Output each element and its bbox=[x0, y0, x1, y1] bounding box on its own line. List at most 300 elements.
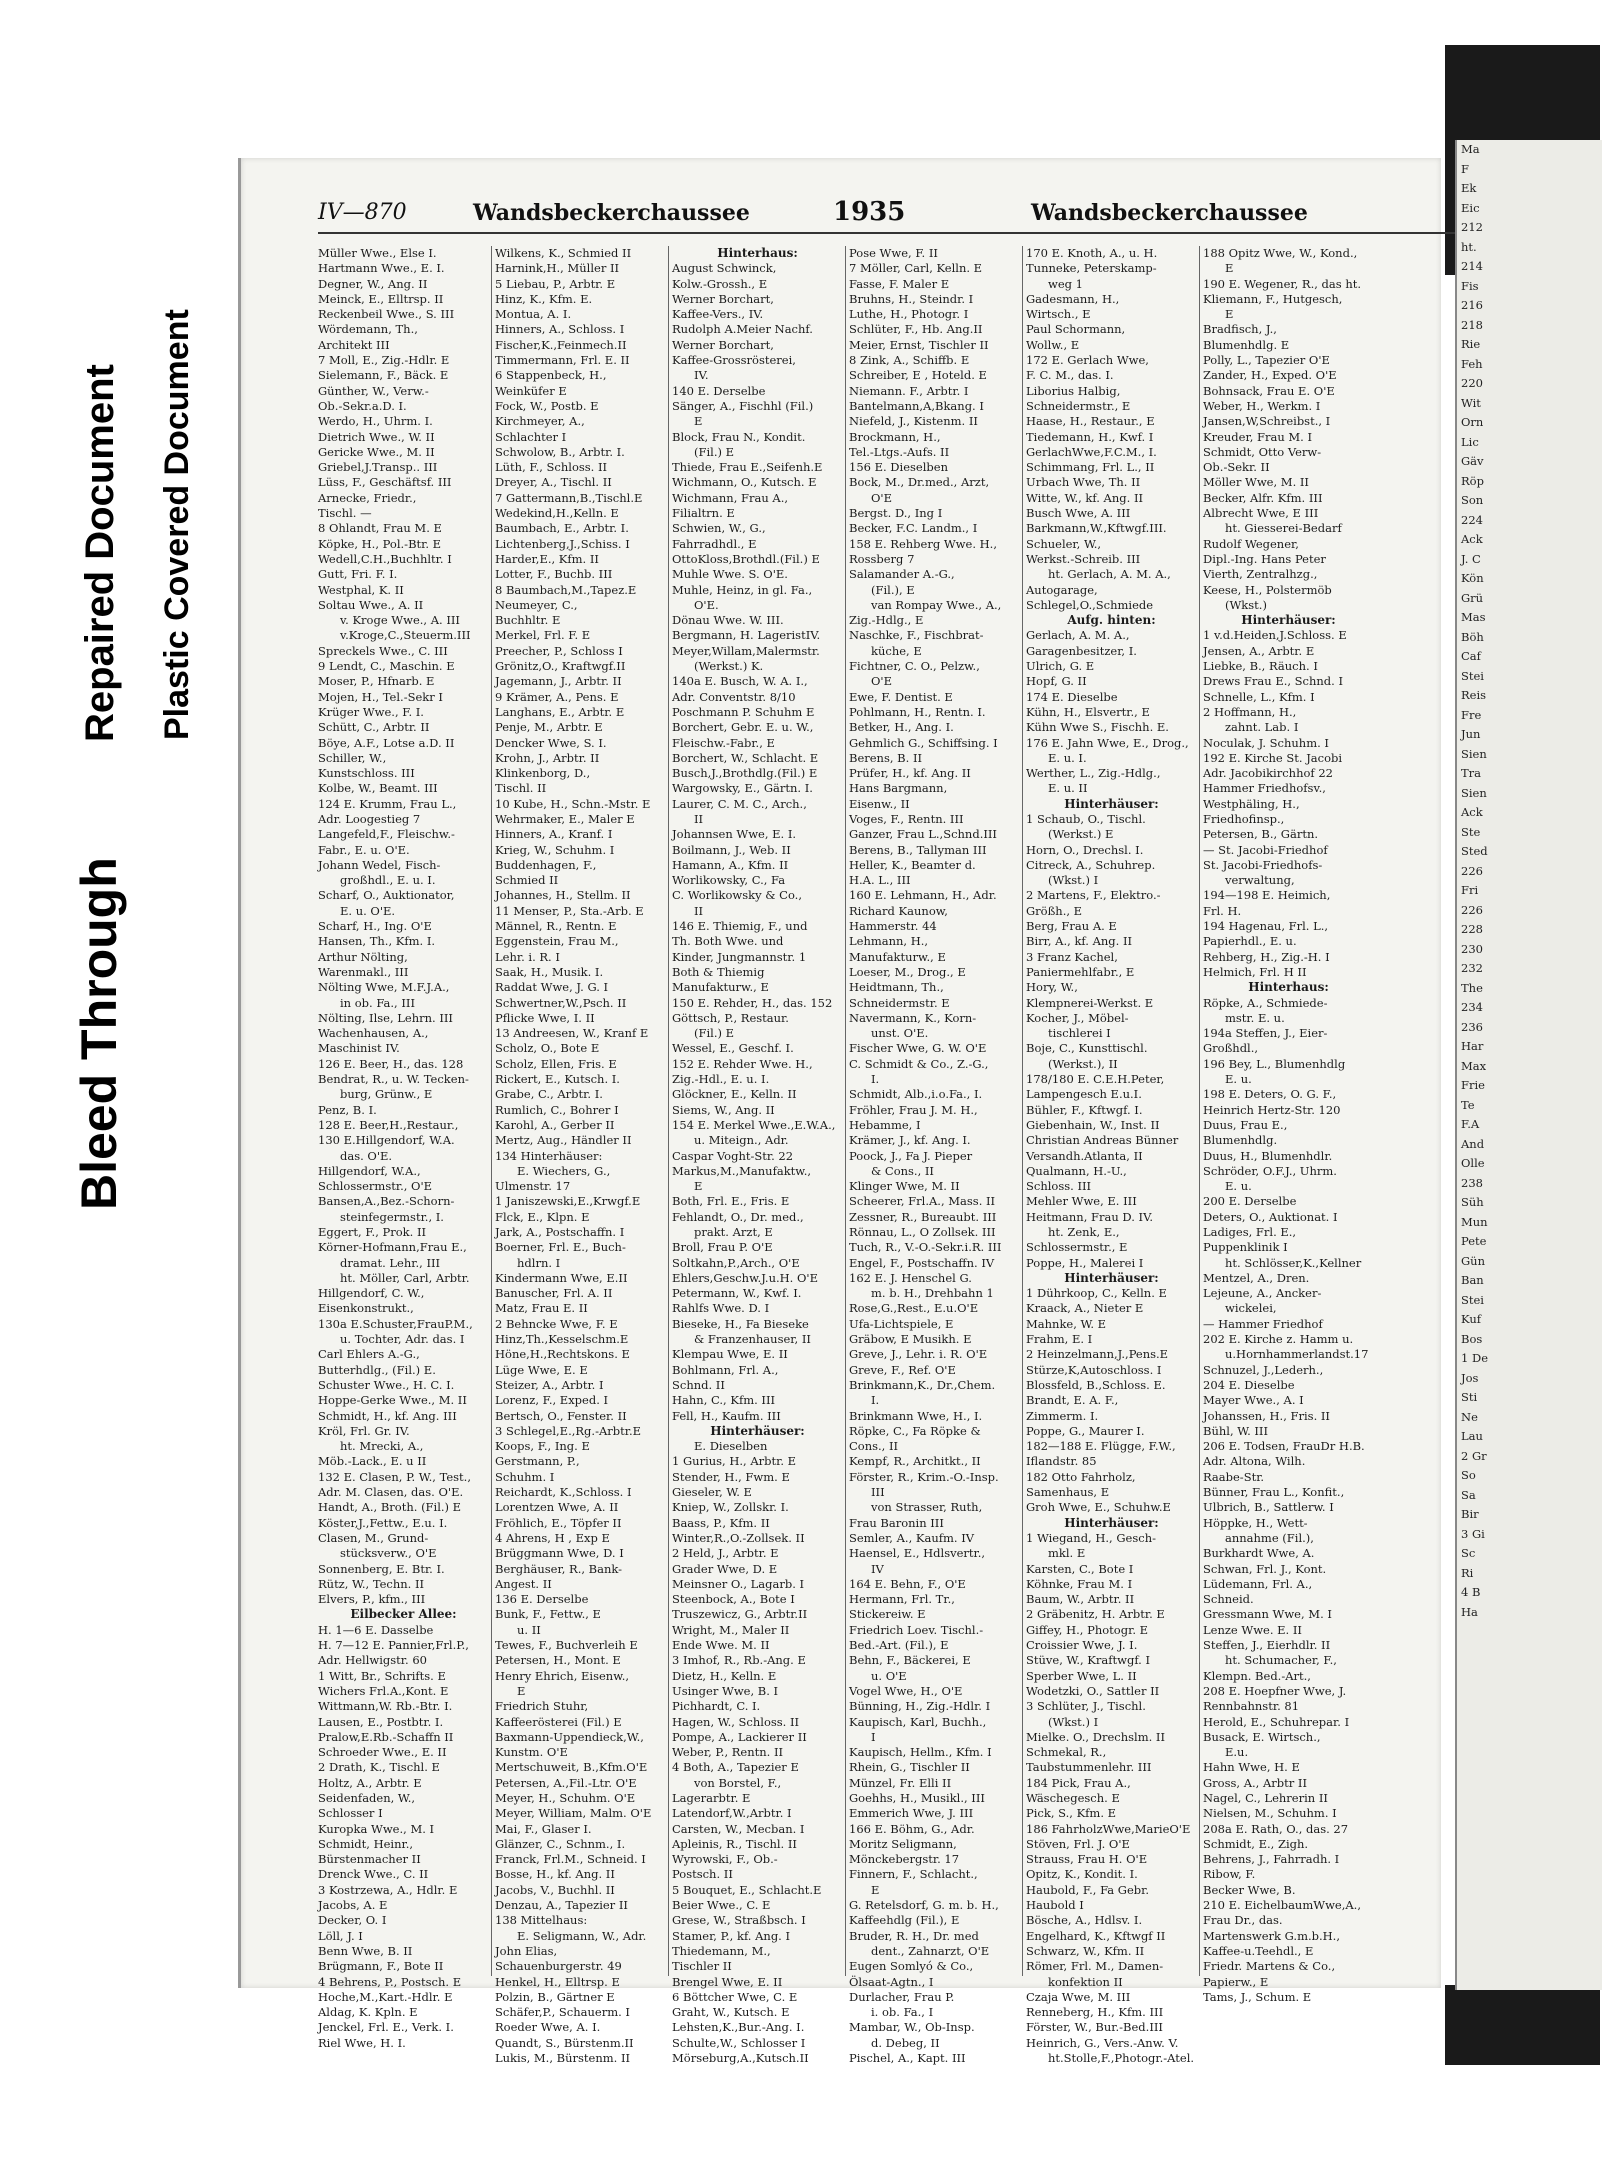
directory-entry: Tewes, F., Buchverleih E bbox=[495, 1638, 638, 1653]
directory-entry: Engelhard, K., Kftwgf II bbox=[1026, 1928, 1166, 1943]
directory-entry: Pichhardt, C. I. bbox=[672, 1699, 761, 1714]
directory-entry: Hinterhäuser: bbox=[1241, 613, 1336, 628]
adjacent-page-fragment: Ban bbox=[1461, 1273, 1484, 1287]
directory-entry: Schmidt, E., Zigh. bbox=[1203, 1836, 1309, 1851]
directory-entry: Soltau Wwe., A. II bbox=[318, 597, 424, 612]
directory-entry: Weinküfer E bbox=[495, 383, 567, 398]
directory-entry: II bbox=[694, 903, 704, 918]
directory-entry: H.A. L., III bbox=[849, 873, 911, 888]
adjacent-page-fragment: Ack bbox=[1461, 532, 1483, 546]
directory-entry: Flck, E., Klpn. E bbox=[495, 1209, 590, 1224]
adjacent-page-fragment: Orn bbox=[1461, 415, 1484, 429]
directory-entry: O'E bbox=[871, 490, 892, 505]
adjacent-page-fragment: Kön bbox=[1461, 571, 1484, 585]
directory-entry: Adr. Jacobikirchhof 22 bbox=[1203, 766, 1333, 781]
directory-entry: Lorenz, F., Exped. I bbox=[495, 1393, 609, 1408]
directory-entry: 2 Heinzelmann,J.,Pens.E bbox=[1026, 1347, 1169, 1362]
directory-entry: Schröder, O.F.J., Uhrm. bbox=[1203, 1163, 1337, 1178]
directory-entry: Hebamme, I bbox=[849, 1117, 921, 1132]
directory-entry: Mehler Wwe, E. III bbox=[1026, 1194, 1137, 1209]
directory-entry: Harder,E., Kfm. II bbox=[495, 551, 599, 566]
directory-entry: Hartmann Wwe., E. I. bbox=[318, 261, 445, 276]
directory-entry: Lagerarbtr. E bbox=[672, 1790, 751, 1805]
directory-entry: Karsten, C., Bote I bbox=[1026, 1561, 1134, 1576]
directory-entry: E bbox=[871, 1882, 880, 1897]
adjacent-page-fragment: Sien bbox=[1461, 746, 1487, 761]
directory-entry: Werdo, H., Uhrm. I. bbox=[318, 414, 433, 429]
directory-entry: Schlosser I bbox=[318, 1806, 383, 1821]
directory-entry: Harnink,H., Müller II bbox=[495, 261, 620, 276]
directory-entry: Hinners, A., Kranf. I bbox=[495, 827, 613, 842]
directory-entry: Gadesmann, H., bbox=[1026, 291, 1120, 306]
directory-column-2 bbox=[495, 246, 666, 2066]
directory-entry: ht. Schumacher, F., bbox=[1225, 1653, 1337, 1668]
directory-entry: Drenck Wwe., C. II bbox=[318, 1867, 429, 1882]
directory-entry: 154 E. Merkel Wwe.,E.W.A., bbox=[672, 1117, 836, 1132]
directory-entry: Bösche, A., Hdlsv. I. bbox=[1026, 1913, 1143, 1928]
directory-entry: Dönau Wwe. W. III. bbox=[672, 613, 784, 628]
adjacent-page-fragment: Sa bbox=[1461, 1487, 1476, 1502]
directory-entry: Vogel Wwe, H., O'E bbox=[849, 1683, 963, 1698]
directory-entry: Lejeune, A., Ancker- bbox=[1203, 1286, 1322, 1301]
directory-entry: 210 E. EichelbaumWwe,A., bbox=[1203, 1898, 1361, 1913]
directory-entry: Meinck, E., Elltrsp. II bbox=[318, 291, 444, 306]
directory-entry: 194 Hagenau, Frl. L., bbox=[1203, 919, 1329, 934]
directory-entry: Bruder, R. H., Dr. med bbox=[849, 1928, 979, 1943]
directory-entry: Baass, P., Kfm. II bbox=[672, 1515, 770, 1530]
adjacent-page-fragment: Ste bbox=[1461, 824, 1481, 839]
directory-entry: (Wkst.) bbox=[1225, 597, 1267, 612]
directory-entry: Kraack, A., Nieter E bbox=[1026, 1301, 1144, 1316]
directory-entry: 134 Hinterhäuser: bbox=[495, 1148, 603, 1163]
directory-entry: Schmekal, R., bbox=[1026, 1745, 1107, 1760]
directory-entry: Carsten, W., Mecban. I bbox=[672, 1821, 805, 1836]
directory-entry: Zig.-Hdlg., E bbox=[849, 613, 924, 628]
directory-entry: Johannes, H., Stellm. II bbox=[495, 888, 631, 903]
directory-entry: 6 Böttcher Wwe, C. E bbox=[672, 1989, 798, 2004]
directory-entry: 150 E. Rehder, H., das. 152 bbox=[672, 995, 833, 1010]
directory-entry: Lorentzen Wwe, A. II bbox=[495, 1500, 619, 1515]
directory-entry: 130 E.Hillgendorf, W.A. bbox=[318, 1133, 455, 1148]
directory-entry: Seidenfaden, W., bbox=[318, 1790, 416, 1805]
directory-entry: Gerstmann, P., bbox=[495, 1454, 580, 1469]
directory-entry: Helmich, Frl. H II bbox=[1203, 964, 1307, 979]
directory-entry: Grönitz,O., Kraftwgf.II bbox=[495, 659, 626, 674]
directory-entry: Martenswerk G.m.b.H., bbox=[1203, 1928, 1340, 1943]
directory-entry: 172 E. Gerlach Wwe, bbox=[1026, 353, 1149, 368]
directory-entry: Heitmann, Frau D. IV. bbox=[1026, 1209, 1154, 1224]
directory-entry: 2 Held, J., Arbtr. E bbox=[672, 1546, 779, 1561]
column-divider bbox=[668, 246, 669, 1976]
directory-entry: Borchert, Gebr. E. u. W., bbox=[672, 720, 814, 735]
directory-entry: Liebke, B., Räuch. I bbox=[1203, 659, 1318, 674]
directory-entry: das. O'E. bbox=[340, 1148, 393, 1163]
directory-entry: Hans Bargmann, bbox=[849, 781, 948, 796]
directory-entry: Merkel, Frl. F. E bbox=[495, 628, 591, 643]
directory-entry: Navermann, K., Korn- bbox=[849, 1010, 977, 1025]
directory-entry: von Borstel, F., bbox=[694, 1775, 782, 1790]
directory-entry: Kühn, H., Elsvertr., E bbox=[1026, 704, 1150, 719]
directory-entry: v. Kroge Wwe., A. III bbox=[340, 613, 460, 628]
directory-column-3 bbox=[672, 246, 843, 2066]
directory-entry: Heinrich, G., Vers.-Anw. V. bbox=[1026, 2035, 1179, 2050]
directory-entry: 2 Drath, K., Tischl. E bbox=[318, 1760, 440, 1775]
directory-entry: in ob. Fa., III bbox=[340, 995, 415, 1010]
directory-entry: Bendrat, R., u. W. Tecken- bbox=[318, 1072, 469, 1087]
directory-entry: Buchhltr. E bbox=[495, 613, 561, 628]
directory-entry: Busack, E. Wirtsch., bbox=[1203, 1729, 1321, 1744]
directory-entry: Rose,G.,Rest., E.u.O'E bbox=[849, 1301, 979, 1316]
directory-entry: Wodetzki, O., Sattler II bbox=[1026, 1683, 1160, 1698]
directory-entry: Mertz, Aug., Händler II bbox=[495, 1133, 632, 1148]
adjacent-page-fragment: F.A bbox=[1461, 1117, 1480, 1131]
directory-entry: Scharf, H., Ing. O'E bbox=[318, 919, 432, 934]
directory-entry: Wright, M., Maler II bbox=[672, 1622, 790, 1637]
directory-entry: Höppke, H., Wett- bbox=[1203, 1515, 1308, 1530]
directory-entry: 194a Steffen, J., Eier- bbox=[1203, 1026, 1328, 1041]
directory-entry: 200 E. Derselbe bbox=[1203, 1194, 1297, 1209]
directory-entry: 188 Opitz Wwe, W., Kond., bbox=[1203, 246, 1358, 260]
directory-entry: Schroeder Wwe., E. II bbox=[318, 1745, 447, 1760]
directory-entry: Wollw., E bbox=[1026, 337, 1080, 352]
directory-entry: Rönnau, L., O Zollsek. III bbox=[849, 1225, 996, 1239]
directory-entry: Koops, F., Ing. E bbox=[495, 1439, 590, 1454]
directory-entry: u. II bbox=[517, 1622, 541, 1637]
directory-entry: Pohlmann, H., Rentn. I. bbox=[849, 704, 986, 719]
adjacent-page-fragment: 214 bbox=[1461, 259, 1483, 273]
directory-entry: Schwien, W., G., bbox=[672, 521, 766, 536]
adjacent-page-fragment: 230 bbox=[1461, 941, 1483, 956]
directory-entry: Wördemann, Th., bbox=[318, 322, 418, 337]
directory-entry: Günther, W., Verw.- bbox=[318, 383, 429, 398]
directory-entry: Bürstenmacher II bbox=[318, 1852, 421, 1867]
directory-entry: Wäschegesch. E bbox=[1026, 1790, 1120, 1805]
label-plastic-covered: Plastic Covered Document bbox=[158, 309, 196, 740]
directory-entry: 11 Menser, P., Sta.-Arb. E bbox=[495, 903, 644, 918]
directory-entry: Gross, A., Arbtr II bbox=[1203, 1775, 1308, 1790]
directory-entry: 146 E. Thiemig, F., und bbox=[672, 919, 808, 934]
directory-entry: Garagenbesitzer, I. bbox=[1026, 643, 1137, 658]
directory-entry: (Werkst.) E bbox=[1048, 827, 1114, 842]
directory-entry: Spreckels Wwe., C. III bbox=[318, 643, 448, 658]
directory-entry: G. Retelsdorf, G. m. b. H., bbox=[849, 1898, 999, 1913]
adjacent-page-fragment: Ne bbox=[1461, 1409, 1478, 1424]
directory-entry: 1 Gurius, H., Arbtr. E bbox=[672, 1454, 797, 1469]
directory-entry: Puppenklinik I bbox=[1203, 1240, 1288, 1255]
directory-entry: Adr. Conventstr. 8/10 bbox=[672, 689, 796, 704]
directory-entry: Schnuzel, J.,Lederh., bbox=[1203, 1362, 1324, 1377]
directory-entry: Autogarage, bbox=[1026, 582, 1098, 597]
directory-entry: Köster,J.,Fettw., E.u. I. bbox=[318, 1515, 448, 1530]
directory-entry: Pick, S., Kfm. E bbox=[1026, 1806, 1117, 1821]
directory-entry: 196 Bey, L., Blumenhdlg bbox=[1203, 1056, 1346, 1071]
directory-entry: Croissier Wwe, J. I. bbox=[1026, 1638, 1138, 1653]
directory-entry: Laurer, C. M. C., Arch., bbox=[672, 796, 807, 811]
directory-entry: Langhans, E., Arbtr. E bbox=[495, 704, 625, 719]
directory-entry: Schmidt, H., kf. Ang. III bbox=[318, 1408, 457, 1423]
directory-entry: Schlachter I bbox=[495, 429, 567, 444]
directory-entry: Taubstummenlehr. III bbox=[1026, 1760, 1152, 1775]
directory-entry: 1 Wiegand, H., Gesch- bbox=[1026, 1530, 1156, 1545]
directory-entry: Manufakturw., E bbox=[672, 980, 769, 995]
directory-entry: Meier, Ernst, Tischler II bbox=[849, 337, 989, 352]
adjacent-page-fragment: The bbox=[1461, 980, 1483, 995]
directory-entry: (Fil.) E bbox=[694, 444, 735, 459]
directory-entry: Paniermehlfabr., E bbox=[1026, 964, 1135, 979]
directory-entry: Jenckel, Frl. E., Verk. I. bbox=[318, 2020, 454, 2035]
directory-entry: Schueler, W., bbox=[1026, 536, 1102, 551]
directory-entry: Poock, J., Fa J. Pieper bbox=[849, 1148, 973, 1163]
directory-entry: Ob.-Sekr. II bbox=[1203, 460, 1270, 475]
directory-entry: 126 E. Beer, H., das. 128 bbox=[318, 1056, 464, 1071]
directory-entry: Gräbow, E Musikh. E bbox=[849, 1332, 972, 1347]
directory-entry: annahme (Fil.), bbox=[1225, 1530, 1314, 1545]
directory-entry: Angest. II bbox=[495, 1576, 552, 1591]
directory-entry: (Fil.), E bbox=[871, 582, 915, 597]
directory-entry: Bünning, H., Zig.-Hdlr. I bbox=[849, 1699, 991, 1714]
directory-entry: Stamer, P., kf. Ang. I bbox=[672, 1928, 791, 1943]
directory-entry: Zig.-Hdl., E. u. I. bbox=[672, 1072, 770, 1087]
adjacent-page-fragment: Bos bbox=[1461, 1331, 1483, 1346]
page-header bbox=[241, 158, 1441, 238]
adjacent-page-fragment: Gäv bbox=[1461, 454, 1484, 468]
adjacent-page-fragment: Wit bbox=[1461, 395, 1481, 410]
column-divider bbox=[491, 246, 492, 1976]
directory-entry: Schlossermstr., E bbox=[1026, 1240, 1128, 1255]
directory-entry: Nölting Wwe, M.F.J.A., bbox=[318, 980, 450, 995]
directory-entry: Ulmenstr. 17 bbox=[495, 1179, 571, 1194]
directory-entry: Klempau Wwe, E. II bbox=[672, 1347, 788, 1362]
directory-entry: Reichardt, K.,Schloss. I bbox=[495, 1485, 632, 1500]
directory-entry: Eugen Somlyó & Co., bbox=[849, 1959, 974, 1974]
adjacent-page-fragment: ht. bbox=[1461, 239, 1477, 254]
directory-entry: Fischer Wwe, G. W. O'E bbox=[849, 1041, 987, 1056]
directory-entry: Karohl, A., Gerber II bbox=[495, 1117, 615, 1132]
directory-entry: Burkhardt Wwe, A. bbox=[1203, 1546, 1315, 1561]
directory-entry: Riel Wwe, H. I. bbox=[318, 2035, 406, 2050]
directory-entry: ht. Möller, Carl, Arbtr. bbox=[340, 1270, 470, 1285]
directory-entry: Wedell,C.H.,Buchhltr. I bbox=[318, 551, 452, 566]
directory-entry: Th. Both Wwe. und bbox=[672, 934, 784, 949]
directory-entry: Tams, J., Schum. E bbox=[1203, 1989, 1312, 2004]
adjacent-page-fragment: 216 bbox=[1461, 298, 1483, 312]
directory-entry: Hammer Friedhofsv., bbox=[1203, 781, 1326, 796]
adjacent-page-fragment: Ri bbox=[1461, 1565, 1474, 1580]
directory-entry: Wirtsch., E bbox=[1026, 307, 1091, 322]
directory-entry: Arthur Nölting, bbox=[318, 949, 408, 964]
directory-entry: Semler, A., Kaufm. IV bbox=[849, 1530, 975, 1545]
directory-entry: II bbox=[694, 811, 704, 826]
directory-entry: 3 Imhof, R., Rb.-Ang. E bbox=[672, 1653, 806, 1668]
directory-entry: Matz, Frau E. II bbox=[495, 1301, 588, 1316]
adjacent-page-fragment: 228 bbox=[1461, 922, 1483, 936]
directory-entry: Reckenbeil Wwe., S. III bbox=[318, 307, 455, 322]
adjacent-page-fragment: Feh bbox=[1461, 356, 1483, 371]
directory-entry: E. Seligmann, W., Adr. bbox=[517, 1928, 647, 1943]
directory-entry: Nölting, Ilse, Lehrn. III bbox=[318, 1010, 453, 1025]
directory-entry: Greve, F., Ref. O'E bbox=[849, 1362, 956, 1377]
directory-entry: Neumeyer, C., bbox=[495, 597, 578, 612]
directory-entry: Durlacher, Frau P. bbox=[849, 1989, 955, 2004]
directory-entry: E. Wiechers, G., bbox=[517, 1163, 611, 1178]
directory-entry: Meyer, William, Malm. O'E bbox=[495, 1806, 652, 1821]
directory-entry: Eilbecker Allee: bbox=[350, 1607, 457, 1622]
directory-entry: Lehsten,K.,Bur.-Ang. I. bbox=[672, 2020, 805, 2035]
directory-entry: Kinder, Jungmannstr. 1 bbox=[672, 949, 807, 964]
directory-entry: Jensen, A., Arbtr. E bbox=[1203, 643, 1315, 658]
label-bleed-through: Bleed Through bbox=[71, 857, 127, 1210]
directory-entry: (Wkst.) I bbox=[1048, 873, 1099, 888]
street-heading-right: Wandsbeckerchaussee bbox=[1031, 200, 1308, 226]
directory-entry: Kempf, R., Architkt., II bbox=[849, 1454, 981, 1469]
directory-entry: E bbox=[1225, 307, 1234, 322]
directory-entry: E. u. O'E. bbox=[340, 903, 396, 918]
directory-entry: 162 E. J. Henschel G. bbox=[849, 1270, 972, 1285]
directory-entry: Jark, A., Postschaffn. I bbox=[495, 1225, 625, 1239]
directory-entry: Kaffee-Grossrösterei, bbox=[672, 353, 796, 368]
adjacent-page-fragment: Son bbox=[1461, 493, 1484, 507]
directory-entry: Fahrradhdl., E bbox=[672, 536, 757, 551]
adjacent-page-fragment: Eic bbox=[1461, 200, 1480, 215]
directory-entry: Kocher, J., Möbel- bbox=[1026, 1010, 1129, 1025]
directory-entry: Glänzer, C., Schnm., I. bbox=[495, 1836, 626, 1851]
adjacent-page-fragment: 220 bbox=[1461, 376, 1483, 390]
directory-entry: Friedhofinsp., bbox=[1203, 811, 1285, 826]
directory-entry: Gerlach, A. M. A., bbox=[1026, 628, 1130, 643]
directory-entry: Keese, H., Polstermöb bbox=[1203, 582, 1332, 597]
directory-entry: i. ob. Fa., I bbox=[871, 2005, 934, 2020]
directory-entry: Soltkahn,P.,Arch., O'E bbox=[672, 1255, 800, 1270]
directory-entry: Wilkens, K., Schmied II bbox=[495, 246, 632, 260]
directory-entry: Filialtrn. E bbox=[672, 506, 735, 521]
directory-entry: & Cons., II bbox=[871, 1163, 934, 1178]
directory-entry: Meyer, H., Schuhm. O'E bbox=[495, 1790, 636, 1805]
directory-entry: Niefeld, J., Kistenm. II bbox=[849, 414, 978, 429]
directory-entry: großhdl., E. u. I. bbox=[340, 873, 436, 888]
directory-entry: Hagen, W., Schloss. II bbox=[672, 1714, 800, 1729]
adjacent-page-fragment: Har bbox=[1461, 1039, 1484, 1053]
directory-entry: Versandh.Atlanta, II bbox=[1026, 1148, 1143, 1163]
directory-entry: Körner-Hofmann,Frau E., bbox=[318, 1240, 467, 1255]
directory-entry: zahnt. Lab. I bbox=[1225, 720, 1299, 735]
directory-entry: dent., Zahnarzt, O'E bbox=[871, 1943, 990, 1958]
directory-entry: Frahm, E. I bbox=[1026, 1332, 1093, 1347]
directory-entry: Brüggmann Wwe, D. I bbox=[495, 1546, 624, 1561]
directory-entry: Christian Andreas Bünner bbox=[1026, 1133, 1179, 1148]
directory-entry: 176 E. Jahn Wwe, E., Drog., bbox=[1026, 735, 1189, 750]
directory-entry: Finnern, F., Schlacht., bbox=[849, 1867, 978, 1882]
directory-entry: Glöckner, E., Kelln. II bbox=[672, 1087, 797, 1102]
directory-entry: Bantelmann,A,Bkang. I bbox=[849, 398, 984, 413]
directory-entry: Wichers Frl.A.,Kont. E bbox=[318, 1683, 449, 1698]
directory-entry: Poppe, H., Malerei I bbox=[1026, 1255, 1144, 1270]
directory-entry: Scholz, Ellen, Fris. E bbox=[495, 1056, 617, 1071]
directory-entry: Blumenhdlg. bbox=[1203, 1133, 1278, 1148]
directory-entry: Papierw., E bbox=[1203, 1974, 1269, 1989]
directory-entry: Baxmann-Uppendieck,W., bbox=[495, 1729, 644, 1744]
directory-entry: 164 E. Behn, F., O'E bbox=[849, 1576, 966, 1591]
adjacent-page-fragment: Gün bbox=[1461, 1253, 1485, 1268]
directory-entry: Naschke, F., Fischbrat- bbox=[849, 628, 984, 643]
directory-entry: 124 E. Krumm, Frau L., bbox=[318, 796, 457, 811]
adjacent-page-fragment: 234 bbox=[1461, 1000, 1483, 1014]
directory-entry: Becker, F.C. Landm., I bbox=[849, 521, 978, 536]
directory-entry: Decker, O. I bbox=[318, 1913, 387, 1928]
directory-entry: Schneidermstr., E bbox=[1026, 398, 1131, 413]
directory-entry: Langefeld,F., Fleischw.- bbox=[318, 827, 455, 842]
directory-entry: Aufg. hinten: bbox=[1067, 613, 1156, 628]
directory-entry: Niemann. F., Arbtr. I bbox=[849, 383, 969, 398]
directory-entry: 8 Baumbach,M.,Tapez.E bbox=[495, 582, 637, 597]
directory-entry: Kindermann Wwe, E.II bbox=[495, 1270, 628, 1285]
directory-entry: I. bbox=[871, 1072, 880, 1087]
directory-entry: Frau Dr., das. bbox=[1203, 1913, 1283, 1928]
directory-entry: Becker, Alfr. Kfm. III bbox=[1203, 490, 1323, 505]
adjacent-page-fragment: 224 bbox=[1461, 512, 1483, 527]
directory-entry: Opitz, K., Kondit. I. bbox=[1026, 1867, 1138, 1882]
directory-entry: wickelei, bbox=[1225, 1301, 1277, 1316]
directory-entry: Hillgendorf, C. W., bbox=[318, 1286, 425, 1301]
directory-entry: Hansen, Th., Kfm. I. bbox=[318, 934, 436, 949]
directory-entry: Bansen,A.,Bez.-Schorn- bbox=[318, 1194, 455, 1209]
directory-entry: Krohn, J., Arbtr. II bbox=[495, 750, 600, 765]
directory-entry: küche, E bbox=[871, 643, 922, 658]
directory-entry: Salamander A.-G., bbox=[849, 567, 955, 582]
directory-entry: Griebel,J.Transp.. III bbox=[318, 460, 438, 475]
directory-entry: Wessel, E., Geschf. I. bbox=[672, 1041, 794, 1056]
adjacent-page-fragment: 1 De bbox=[1461, 1351, 1488, 1365]
directory-entry: III bbox=[871, 1485, 885, 1500]
directory-entry: Schwan, Frl. J., Kont. bbox=[1203, 1561, 1327, 1576]
directory-entry: Winter,R.,O.-Zollsek. II bbox=[672, 1530, 805, 1545]
adjacent-page-fragment: Mun bbox=[1461, 1214, 1488, 1229]
directory-entry: 6 Stappenbeck, H., bbox=[495, 368, 607, 383]
directory-entry: Samenhaus, E bbox=[1026, 1485, 1110, 1500]
directory-entry: I. bbox=[871, 1393, 880, 1408]
directory-entry: Berg, Frau A. E bbox=[1026, 919, 1117, 934]
directory-entry: Lüss, F., Geschäftsf. III bbox=[318, 475, 452, 490]
directory-entry: Hinterhaus: bbox=[717, 246, 798, 260]
adjacent-page-fragment: Sc bbox=[1461, 1546, 1476, 1560]
directory-entry: mstr. E. u. bbox=[1225, 1010, 1285, 1025]
directory-entry: Gehmlich G., Schiffsing. I bbox=[849, 735, 998, 750]
directory-entry: Stöven, Frl. J. O'E bbox=[1026, 1836, 1130, 1851]
directory-entry: Haubold I bbox=[1026, 1898, 1084, 1913]
directory-entry: 184 Pick, Frau A., bbox=[1026, 1775, 1131, 1790]
directory-entry: Fichtner, C. O., Pelzw., bbox=[849, 659, 980, 674]
directory-entry: 138 Mittelhaus: bbox=[495, 1913, 588, 1928]
directory-entry: Boilmann, J., Web. II bbox=[672, 842, 791, 857]
directory-entry: Busch,J.,Brothdlg.(Fil.) E bbox=[672, 766, 818, 781]
column-divider bbox=[845, 246, 846, 1976]
directory-entry: 194—198 E. Heimich, bbox=[1203, 888, 1331, 903]
directory-entry: Behrens, J., Fahrradh. I bbox=[1203, 1852, 1340, 1867]
directory-entry: H. 1—6 E. Dasselbe bbox=[318, 1622, 434, 1637]
directory-entry: Apleinis, R., Tischl. II bbox=[672, 1836, 797, 1851]
adjacent-page-fragment: Lic bbox=[1461, 434, 1479, 449]
directory-entry: Schmidt, Alb.,i.o.Fa., I. bbox=[849, 1087, 983, 1102]
directory-entry: Pischel, A., Kapt. III bbox=[849, 2051, 966, 2066]
directory-entry: Arnecke, Friedr., bbox=[318, 490, 417, 505]
directory-entry: Kaupisch, Karl, Buchh., bbox=[849, 1714, 987, 1729]
adjacent-page-fragment: Mas bbox=[1461, 610, 1486, 624]
directory-entry: Schiller, W., bbox=[318, 750, 387, 765]
directory-entry: Greve, J., Lehr. i. R. O'E bbox=[849, 1347, 988, 1362]
directory-entry: 3 Kostrzewa, A., Hdlr. E bbox=[318, 1882, 458, 1897]
directory-entry: Größh., E bbox=[1026, 903, 1083, 918]
directory-entry: Truszewicz, G., Arbtr.II bbox=[672, 1607, 808, 1622]
directory-entry: 136 E. Derselbe bbox=[495, 1592, 589, 1607]
